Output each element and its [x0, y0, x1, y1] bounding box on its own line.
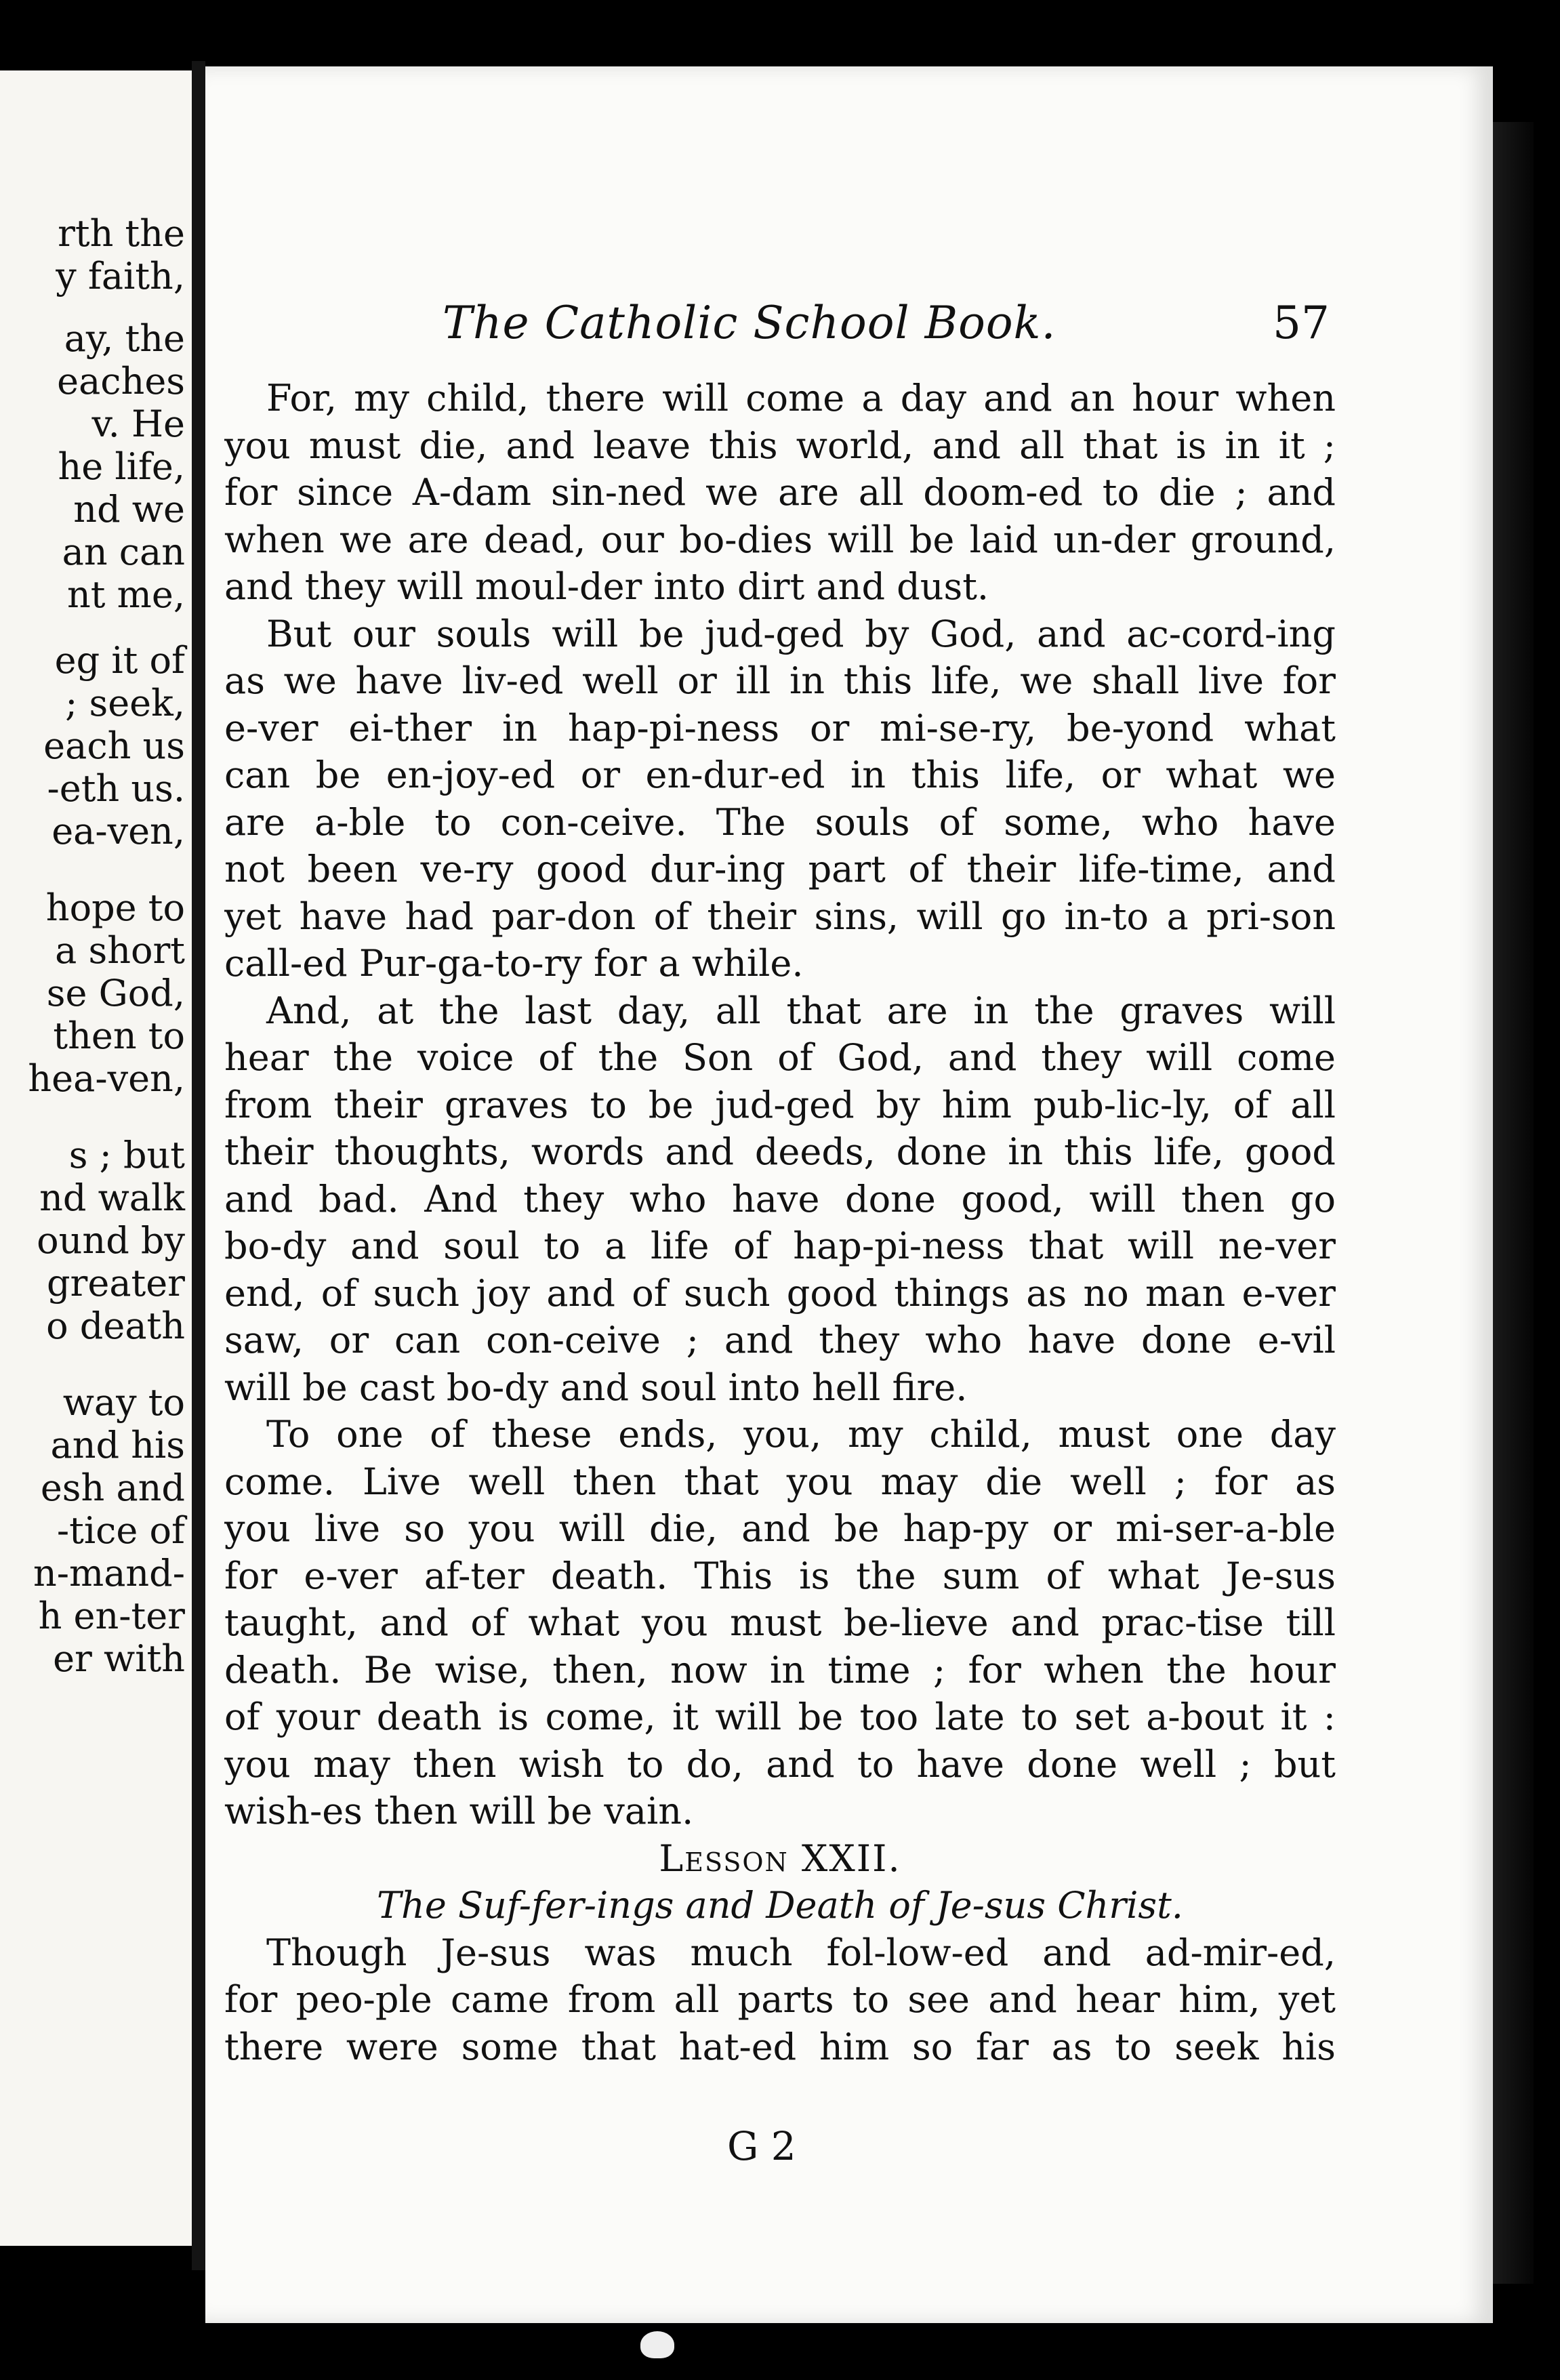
page-number: 57	[1273, 297, 1330, 349]
left-page-line: rth the	[58, 212, 185, 255]
left-page-line: he life,	[58, 445, 185, 488]
left-page-line: a short	[55, 929, 185, 972]
body-line: Lesson XXII.	[659, 1837, 901, 1880]
left-page-line: each us	[43, 724, 185, 767]
left-page-line: then to	[53, 1014, 185, 1057]
left-facing-page	[0, 70, 192, 2246]
left-page-line: ound by	[37, 1219, 185, 1262]
left-page-line: n-mand-	[33, 1552, 185, 1595]
left-page-line: ay, the	[64, 317, 185, 360]
body-line: will be cast bo-dy and soul into hell fire.	[224, 1366, 968, 1409]
body-line: for since A-dam sin-ned we are all doom-ed to die ; and	[224, 471, 1336, 514]
body-line: But our souls will be jud-ged by God, and ac-cord-ing	[266, 612, 1336, 655]
body-line: death. Be wise, then, now in time ; for when the hour	[224, 1648, 1336, 1691]
left-page-line: way to	[62, 1381, 185, 1424]
left-page-line: o death	[46, 1305, 185, 1347]
body-line: are a-ble to con-ceive. The souls of some, who have	[224, 800, 1336, 844]
left-page-line: hope to	[45, 886, 185, 929]
body-line: there were some that hat-ed him so far as to seek his	[224, 2025, 1336, 2068]
body-line: wish-es then will be vain.	[224, 1790, 694, 1832]
left-page-line: v. He	[91, 403, 185, 445]
left-page-line: eg it of	[54, 639, 185, 682]
body-line: yet have had par-don of their sins, will go in-to a pri-son	[224, 895, 1336, 938]
page-header	[205, 297, 1493, 358]
page-edge-shadow	[1493, 122, 1534, 2284]
left-page-line: s ; but	[68, 1134, 185, 1176]
body-line: for e-ver af-ter death. This is the sum of what Je-sus	[224, 1554, 1336, 1597]
body-line: The Suf-fer-ings and Death of Je-sus Christ.	[377, 1884, 1183, 1927]
body-line: e-ver ei-ther in hap-pi-ness or mi-se-ry, be-yond what	[224, 706, 1336, 750]
body-line: Though Je-sus was much fol-low-ed and ad-mir-ed,	[266, 1931, 1336, 1974]
running-title: The Catholic School Book.	[443, 297, 1056, 349]
left-page-line: eaches	[57, 360, 185, 403]
body-line: To one of these ends, you, my child, must one day	[266, 1413, 1336, 1456]
scan-artifact	[640, 2331, 674, 2358]
body-line: saw, or can con-ceive ; and they who have done e-vil	[224, 1319, 1336, 1361]
body-line: taught, and of what you must be-lieve and prac-tise till	[224, 1601, 1336, 1644]
left-page-line: ; seek,	[65, 682, 185, 724]
body-line: hear the voice of the Son of God, and they will come	[224, 1036, 1336, 1079]
body-line: their thoughts, words and deeds, done in this life, good	[224, 1130, 1336, 1173]
left-page-line: -eth us.	[47, 767, 185, 810]
left-page-line: nd walk	[39, 1176, 185, 1219]
left-page-line: an can	[62, 531, 185, 573]
body-line: end, of such joy and of such good things as no man e-ver	[224, 1271, 1336, 1315]
signature-mark: G 2	[727, 2123, 796, 2169]
body-line: for peo-ple came from all parts to see and hear him, yet	[224, 1978, 1336, 2021]
body-line: you may then wish to do, and to have done well ; but	[224, 1742, 1336, 1786]
page-gutter	[192, 61, 205, 2270]
body-line: of your death is come, it will be too late to set a-bout it :	[224, 1696, 1336, 1738]
left-page-line: y faith,	[56, 255, 185, 298]
body-line: call-ed Pur-ga-to-ry for a while.	[224, 942, 804, 985]
left-page-line: nt me,	[67, 573, 185, 616]
body-line: bo-dy and soul to a life of hap-pi-ness that will ne-ver	[224, 1225, 1336, 1267]
body-line: can be en-joy-ed or en-dur-ed in this life, or what we	[224, 754, 1336, 796]
body-line: when we are dead, our bo-dies will be laid un-der ground,	[224, 518, 1336, 561]
body-line: from their graves to be jud-ged by him pub-lic-ly, of all	[224, 1083, 1336, 1126]
left-page-line: se God,	[46, 972, 185, 1014]
left-page-line: nd we	[73, 488, 185, 531]
left-page-line: esh and	[40, 1466, 185, 1509]
left-page-line: h en-ter	[38, 1595, 185, 1637]
left-page-line: greater	[46, 1262, 185, 1305]
body-line: you must die, and leave this world, and all that is in it ;	[224, 424, 1336, 467]
body-line: For, my child, there will come a day and an hour when	[266, 377, 1336, 419]
left-page-line: er with	[53, 1637, 185, 1680]
body-line: come. Live well then that you may die well ; for as	[224, 1460, 1336, 1503]
body-line: as we have liv-ed well or ill in this life, we shall live for	[224, 659, 1336, 702]
left-page-line: and his	[50, 1424, 185, 1466]
book-page	[205, 66, 1493, 2323]
body-line: you live so you will die, and be hap-py or mi-ser-a-ble	[224, 1507, 1336, 1550]
left-page-line: hea-ven,	[28, 1057, 185, 1100]
body-line: and bad. And they who have done good, will then go	[224, 1177, 1336, 1220]
body-line: And, at the last day, all that are in the graves will	[266, 989, 1336, 1032]
body-line: and they will moul-der into dirt and dust.	[224, 565, 989, 608]
left-page-line: ea-ven,	[52, 810, 185, 853]
page-body	[224, 375, 1336, 2070]
left-page-line: -tice of	[56, 1509, 185, 1552]
body-line: not been ve-ry good dur-ing part of their life-time, and	[224, 848, 1336, 890]
